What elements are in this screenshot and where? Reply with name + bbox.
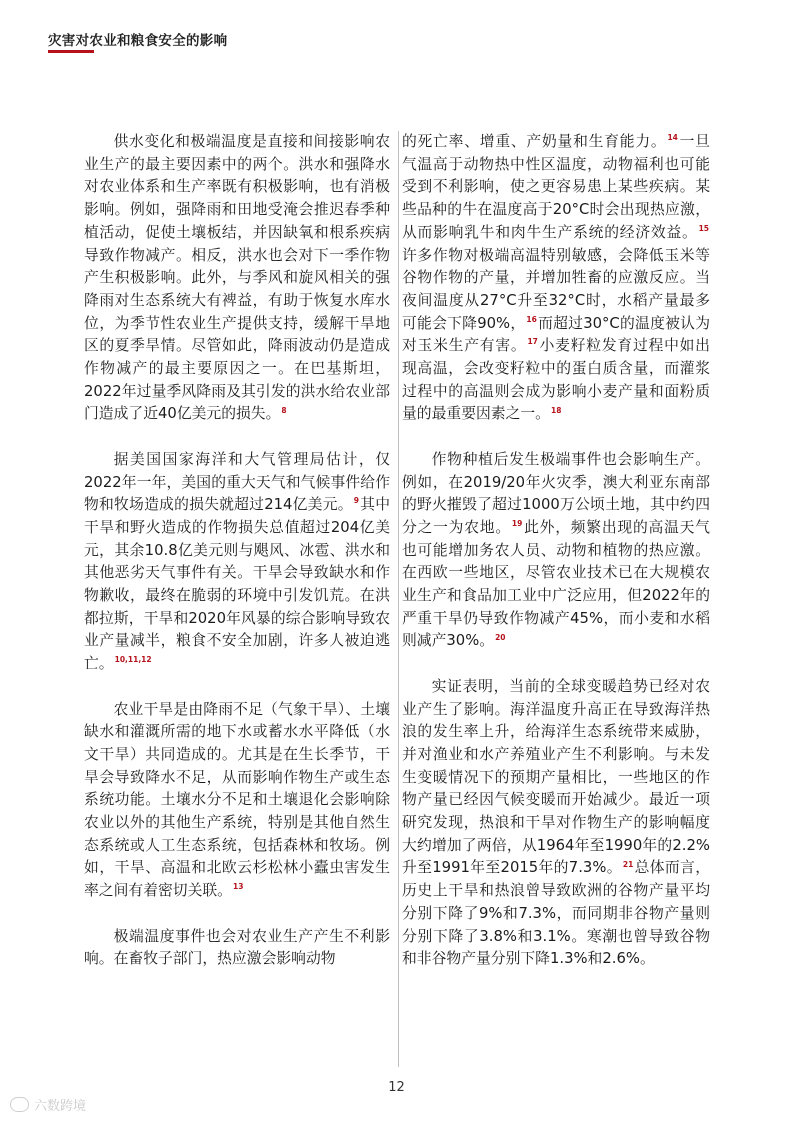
paragraph (402, 131, 710, 426)
paragraph-text: 许多作物对极端高温特别敏感，会降低玉米等谷物作物的产量，并增加牲畜的应激反应。当夜间温度从27°C升至32°C时，水稻产量最多可能会下降90%， (402, 246, 710, 332)
watermark-text: 六数跨境 (34, 1099, 87, 1114)
paragraph-text: 而超过30°C的温度被认为对玉米生产有害。 (402, 314, 711, 355)
left-column (84, 131, 390, 971)
paragraph-text: 据美国国家海洋和大气管理局估计，仅2022年一年，美国的重大天气和气候事件给作物和牧场造成的损失就超过214亿美元。 (84, 450, 390, 514)
paragraph-text: 供水变化和极端温度是直接和间接影响农业生产的最主要因素中的两个。洪水和强降水对农业体系和生产率既有积极影响，也有消极影响。例如，强降雨和田地受淹会推迟春季种植活动，促使土壤板结，并因缺氧和根系疾病导致作物减产。相反，洪水也会对下一季作物产生积极影响。此外，与季风和旋风相关的强降雨对生态系统大有裨益，有助于恢复水库水位，为季节性农业生产提供支持，缓解干旱地区的夏季旱情。尽管如此，降雨波动仍是造成作物减产的最主要原因之一。在巴基斯坦，2022年过量季风降雨及其引发的洪水给农业部门造成了近40亿美元的损失。 (84, 133, 390, 423)
watermark-logo-icon (10, 1097, 29, 1112)
paragraph-text: 总体而言，历史上干旱和热浪曾导致欧洲的谷物产量平均分别下降了9%和7.3%，而同期非谷物产量则分别下降了3.8%和3.1%。寒潮也曾导致谷物和非谷物产量分别下降1.3%和2.6%。 (402, 859, 710, 968)
header-accent-rule (48, 50, 94, 53)
paragraph (402, 449, 710, 653)
footnote-ref: 9 (353, 496, 359, 506)
footnote-ref: 21 (622, 859, 634, 869)
paragraph-text: 极端温度事件也会对农业生产产生不利影响。在畜牧子部门，热应激会影响动物 (84, 927, 390, 968)
paragraph-text: 农业干旱是由降雨不足（气象干旱）、土壤缺水和灌溉所需的地下水或蓄水水平降低（水文干旱）共同造成的。尤其是在生长季节，干旱会导致降水不足，从而影响作物生产或生态系统功能。土壤水分不足和土壤退化会影响除农业以外的其他生产系统，特别是其他自然生态系统或人工生态系统，包括森林和牧场。例如，干旱、高温和北欧云杉松林小蠹虫害发生率之间有着密切关联。 (84, 700, 390, 900)
right-column (402, 131, 710, 971)
paragraph-text: 此外，频繁出现的高温天气也可能增加务农人员、动物和植物的热应激。在西欧一些地区，尽管农业技术已在大规模农业生产和食品加工业中广泛应用，但2022年的严重干旱仍导致作物减产45%，而小麦和水稻则减产30%。 (402, 518, 710, 650)
paragraph (84, 131, 390, 426)
footnote-ref: 19 (511, 519, 523, 529)
paragraph-text: 实证表明，当前的全球变暖趋势已经对农业产生了影响。海洋温度升高正在导致海洋热浪的发生率上升，给海洋生态系统带来威胁，并对渔业和水产养殖业产生不利影响。与未发生变暖情况下的预期产量相比，一些地区的作物产量已经因气候变暖而开始减少。最近一项研究发现，热浪和干旱对作物生产的影响幅度大约增加了两倍，从1964年至1990年的2.2%升至1991年至2015年的7.3%。 (402, 677, 710, 877)
column-divider (398, 131, 399, 1067)
paragraph-text: 的死亡率、增重、产奶量和生育能力。 (402, 133, 667, 150)
paragraph (402, 676, 710, 971)
footnote-ref: 8 (281, 405, 287, 415)
paragraph (84, 926, 390, 971)
watermark (10, 1095, 86, 1114)
paragraph-text: 其中干旱和野火造成的作物损失总值超过204亿美元，其余10.8亿美元则与飓风、冰雹、洪水和其他恶劣天气事件有关。干旱会导致缺水和作物歉收，最终在脆弱的环境中引发饥荒。在洪都拉斯，干旱和2020年风暴的综合影响导致农业产量减半，粮食不安全加剧，许多人被迫逃亡。 (84, 496, 390, 673)
footnote-ref: 10,11,12 (114, 655, 152, 665)
footnote-ref: 15 (698, 223, 709, 233)
paragraph-text: 一旦气温高于动物热中性区温度，动物福利也可能受到不利影响，使之更容易患上某些疾病。某些品种的牛在温度高于20°C时会出现热应激，从而影响乳牛和肉牛生产系统的经济效益。 (402, 133, 710, 241)
running-header: 灾害对农业和粮食安全的影响 (48, 33, 228, 49)
paragraph-text: 小麦籽粒发育过程中如出现高温，会改变籽粒中的蛋白质含量，而灌浆过程中的高温则会成为影响小麦产量和面粉质量的最重要因素之一。 (402, 337, 710, 423)
paragraph-text: 作物种植后发生极端事件也会影响生产。例如，在2019/20年火灾季，澳大利亚东南部的野火摧毁了超过1000万公顷土地，其中约四分之一为农地。 (402, 450, 710, 536)
footnote-ref: 16 (526, 314, 537, 324)
footnote-ref: 13 (232, 882, 244, 892)
footnote-ref: 20 (495, 632, 506, 642)
paragraph (84, 449, 390, 676)
paragraph (84, 699, 390, 903)
page-number: 12 (388, 1080, 405, 1095)
footnote-ref: 17 (527, 337, 538, 347)
footnote-ref: 18 (550, 405, 562, 415)
footnote-ref: 14 (667, 133, 678, 143)
